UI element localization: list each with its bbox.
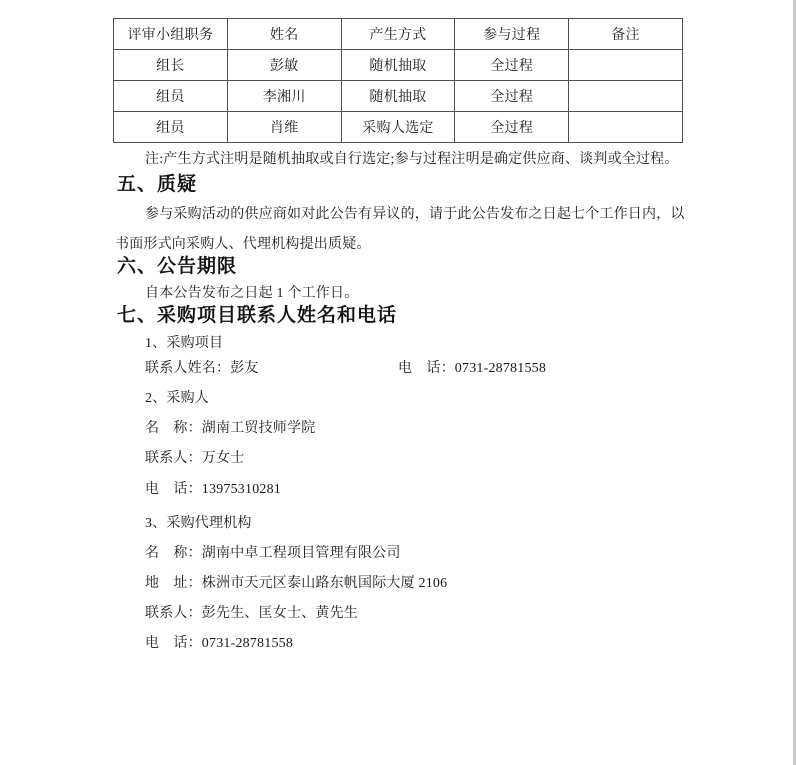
- table-cell: 肖维: [227, 112, 341, 143]
- purchaser-label: 2、采购人: [145, 391, 209, 406]
- table-header-cell: 姓名: [227, 19, 341, 50]
- section-seven-heading: 七、采购项目联系人姓名和电话: [117, 305, 398, 326]
- table-cell: 李湘川: [227, 81, 341, 112]
- section-five-paragraph-line2: 书面形式向采购人、代理机构提出质疑。: [115, 237, 371, 252]
- table-cell: [569, 81, 683, 112]
- agency-contact: 联系人：彭先生、匡女士、黄先生: [145, 606, 358, 621]
- table-header-cell: 备注: [569, 19, 683, 50]
- section-five-heading: 五、质疑: [117, 174, 198, 195]
- table-header-cell: 参与过程: [455, 19, 569, 50]
- table-cell: 组长: [114, 50, 228, 81]
- table-cell: 彭敏: [227, 50, 341, 81]
- table-cell: 随机抽取: [341, 50, 455, 81]
- table-row: [114, 112, 683, 143]
- table-row: [114, 50, 683, 81]
- purchaser-phone: 电 话：13975310281: [145, 482, 281, 497]
- table-cell: 采购人选定: [341, 112, 455, 143]
- purchaser-name: 名 称：湖南工贸技师学院: [145, 421, 316, 436]
- section-five-paragraph-line1: 参与采购活动的供应商如对此公告有异议的，请于此公告发布之日起七个工作日内，以: [145, 207, 685, 222]
- section-six-heading: 六、公告期限: [117, 256, 238, 277]
- agency-address: 地 址：株洲市天元区泰山路东帆国际大厦 2106: [145, 576, 448, 591]
- purchaser-contact: 联系人：万女士: [145, 451, 245, 466]
- table-header-cell: 评审小组职务: [114, 19, 228, 50]
- section-six-body: 自本公告发布之日起 1 个工作日。: [145, 286, 359, 301]
- table-cell: 组员: [114, 81, 228, 112]
- table-cell: 随机抽取: [341, 81, 455, 112]
- project-label: 1、采购项目: [145, 336, 224, 351]
- review-panel-table: [113, 18, 683, 143]
- table-row: [114, 81, 683, 112]
- table-header-cell: 产生方式: [341, 19, 455, 50]
- table-cell: 全过程: [455, 112, 569, 143]
- table-note: 注:产生方式注明是随机抽取或自行选定;参与过程注明是确定供应商、谈判或全过程。: [145, 152, 679, 167]
- table-cell: 全过程: [455, 81, 569, 112]
- table-cell: [569, 50, 683, 81]
- table-cell: 全过程: [455, 50, 569, 81]
- agency-phone: 电 话：0731-28781558: [145, 636, 294, 651]
- table-cell: 组员: [114, 112, 228, 143]
- agency-label: 3、采购代理机构: [145, 516, 252, 531]
- table-header-row: [114, 19, 683, 50]
- project-contact-name: 联系人姓名：彭友: [145, 361, 259, 376]
- table-cell: [569, 112, 683, 143]
- project-phone: 电 话：0731-28781558: [398, 361, 547, 376]
- agency-name: 名 称：湖南中卓工程项目管理有限公司: [145, 546, 401, 561]
